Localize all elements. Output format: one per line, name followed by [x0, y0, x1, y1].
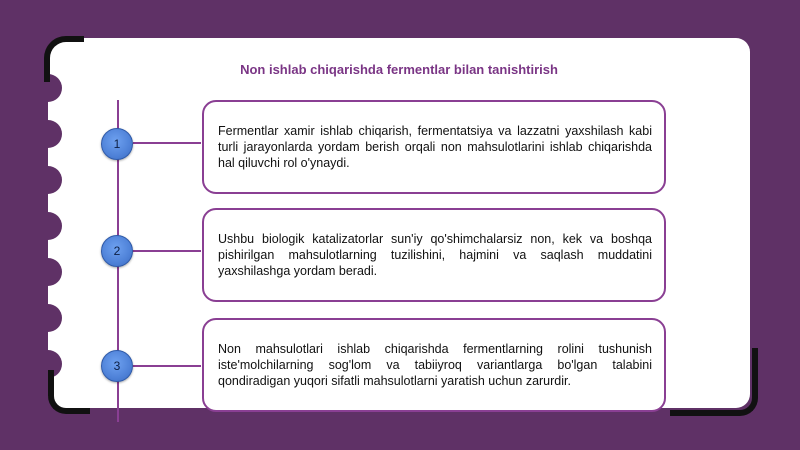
- frame-corner-bottom-right: [670, 348, 758, 416]
- step-number-badge: 1: [101, 128, 133, 160]
- step-number-badge: 2: [101, 235, 133, 267]
- step-text: Ushbu biologik katalizatorlar sun'iy qo'shimchalarsiz non, kek va boshqa pishirilgan mahsulotlarning tuzilishini, hajmini va saqlash muddatini yaxshilashga yordam beradi.: [218, 232, 652, 278]
- frame-corner-top-left: [44, 36, 84, 82]
- binder-notch: [48, 304, 62, 332]
- step-box: [202, 208, 666, 302]
- step-box: [202, 318, 666, 412]
- binder-notch: [48, 120, 62, 148]
- timeline-connector: [133, 365, 201, 367]
- slide-title: Non ishlab chiqarishda fermentlar bilan tanishtirish: [240, 62, 558, 77]
- step-number-badge: 3: [101, 350, 133, 382]
- binder-notch: [48, 166, 62, 194]
- binder-notch: [48, 212, 62, 240]
- timeline-connector: [133, 250, 201, 252]
- frame-corner-bottom-left: [48, 370, 90, 414]
- binder-notch: [48, 258, 62, 286]
- timeline-connector: [133, 142, 201, 144]
- step-text: Non mahsulotlari ishlab chiqarishda fermentlarning rolini tushunish iste'molchilarning sog'lom va tabiiyroq variantlarga bo'lgan talabini qondiradigan yuqori sifatli mahsulotlarni yaratish uchun zarurdir.: [218, 342, 652, 388]
- step-box: [202, 100, 666, 194]
- step-text: Fermentlar xamir ishlab chiqarish, fermentatsiya va lazzatni yaxshilash kabi turli jarayonlarda yordam berish orqali non mahsulotlarini ishlab chiqarishda hal qiluvchi rol o'ynaydi.: [218, 124, 652, 170]
